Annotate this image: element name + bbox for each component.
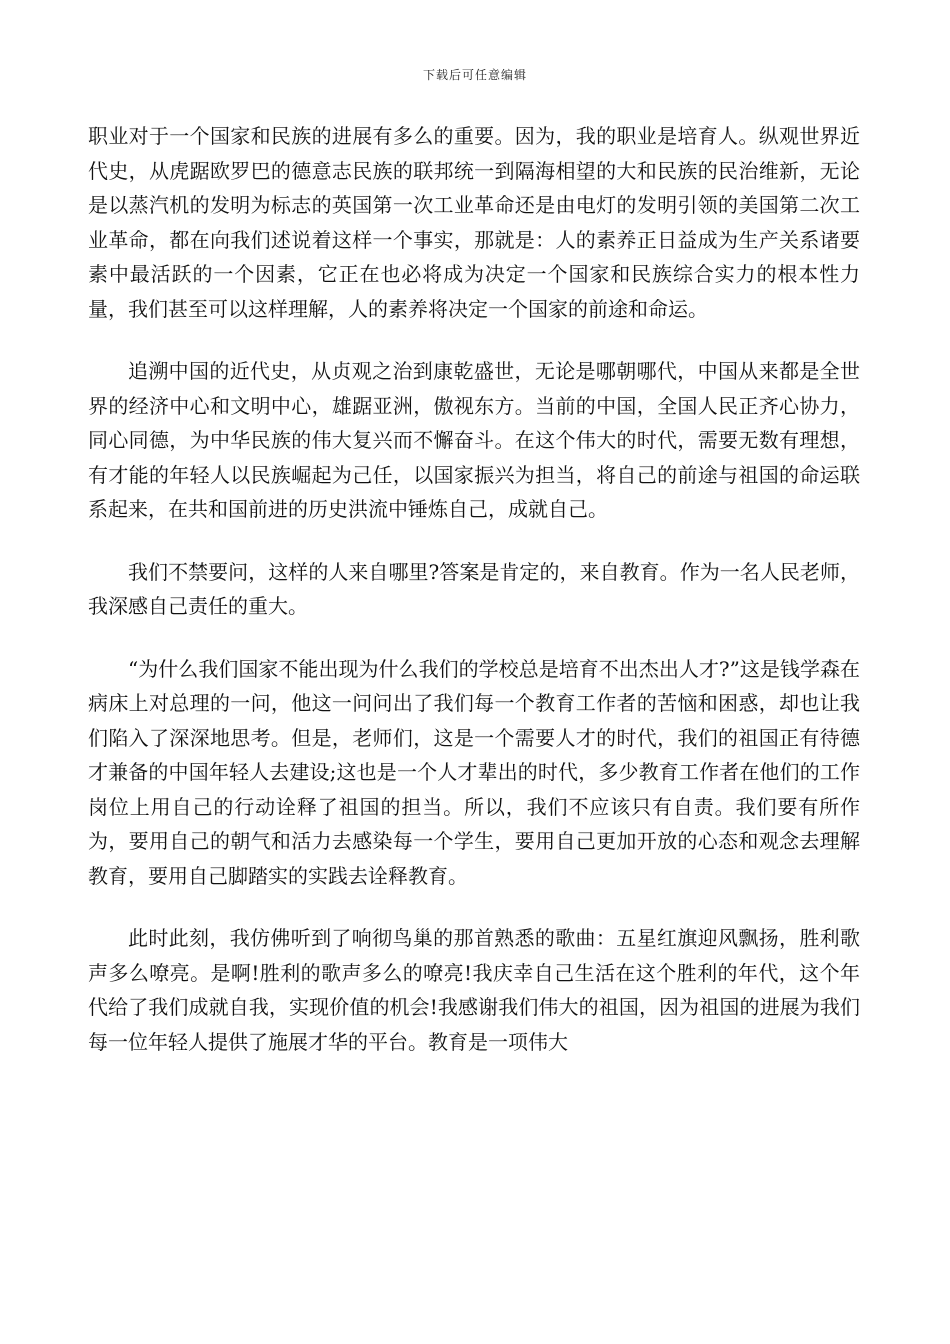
paragraph-5: 此时此刻，我仿佛听到了响彻鸟巢的那首熟悉的歌曲：五星红旗迎风飘扬，胜利歌声多么嘹亮。是啊!胜利的歌声多么的嘹亮!我庆幸自己生活在这个胜利的年代，这个年代给了我们成就自我，实现价值的机会!我感谢我们伟大的祖国，因为祖国的进展为我们每一位年轻人提供了施展才华的平台。教育是一项伟大 — [88, 926, 860, 1054]
paragraph-3: 我们不禁要问，这样的人来自哪里?答案是肯定的，来自教育。作为一名人民老师，我深感自己责任的重大。 — [88, 559, 860, 618]
page-header: 下载后可任意编辑 — [422, 68, 527, 82]
paragraph-4: “为什么我们国家不能出现为什么我们的学校总是培育不出杰出人才?”这是钱学森在病床上对总理的一问，他这一问问出了我们每一个教育工作者的苦恼和困惑，却也让我们陷入了深深地思考。但是，老师们，这是一个需要人才的时代，我们的祖国正有待德才兼备的中国年轻人去建设;这也是一个人才辈出的时代，多少教育工作者在他们的工作岗位上用自己的行动诠释了祖国的担当。所以，我们不应该只有自责。我们要有所作为，要用自己的朝气和活力去感染每一个学生，要用自己更加开放的心态和观念去理解教育，要用自己脚踏实的实践去诠释教育。 — [88, 656, 860, 888]
document-body — [88, 119, 860, 1087]
paragraph-2: 追溯中国的近代史，从贞观之治到康乾盛世，无论是哪朝哪代，中国从来都是全世界的经济中心和文明中心，雄踞亚洲，傲视东方。当前的中国，全国人民正齐心协力，同心同德，为中华民族的伟大复兴而不懈奋斗。在这个伟大的时代，需要无数有理想，有才能的年轻人以民族崛起为己任，以国家振兴为担当，将自己的前途与祖国的命运联系起来，在共和国前进的历史洪流中锤炼自己，成就自己。 — [88, 359, 860, 521]
paragraph-1: 职业对于一个国家和民族的进展有多么的重要。因为，我的职业是培育人。纵观世界近代史，从虎踞欧罗巴的德意志民族的联邦统一到隔海相望的大和民族的民治维新，无论是以蒸汽机的发明为标志的英国第一次工业革命还是由电灯的发明引领的美国第二次工业革命，都在向我们述说着这样一个事实，那就是：人的素养正日益成为生产关系诸要素中最活跃的一个因素，它正在也必将成为决定一个国家和民族综合实力的根本性力量，我们甚至可以这样理解，人的素养将决定一个国家的前途和命运。 — [88, 124, 860, 321]
